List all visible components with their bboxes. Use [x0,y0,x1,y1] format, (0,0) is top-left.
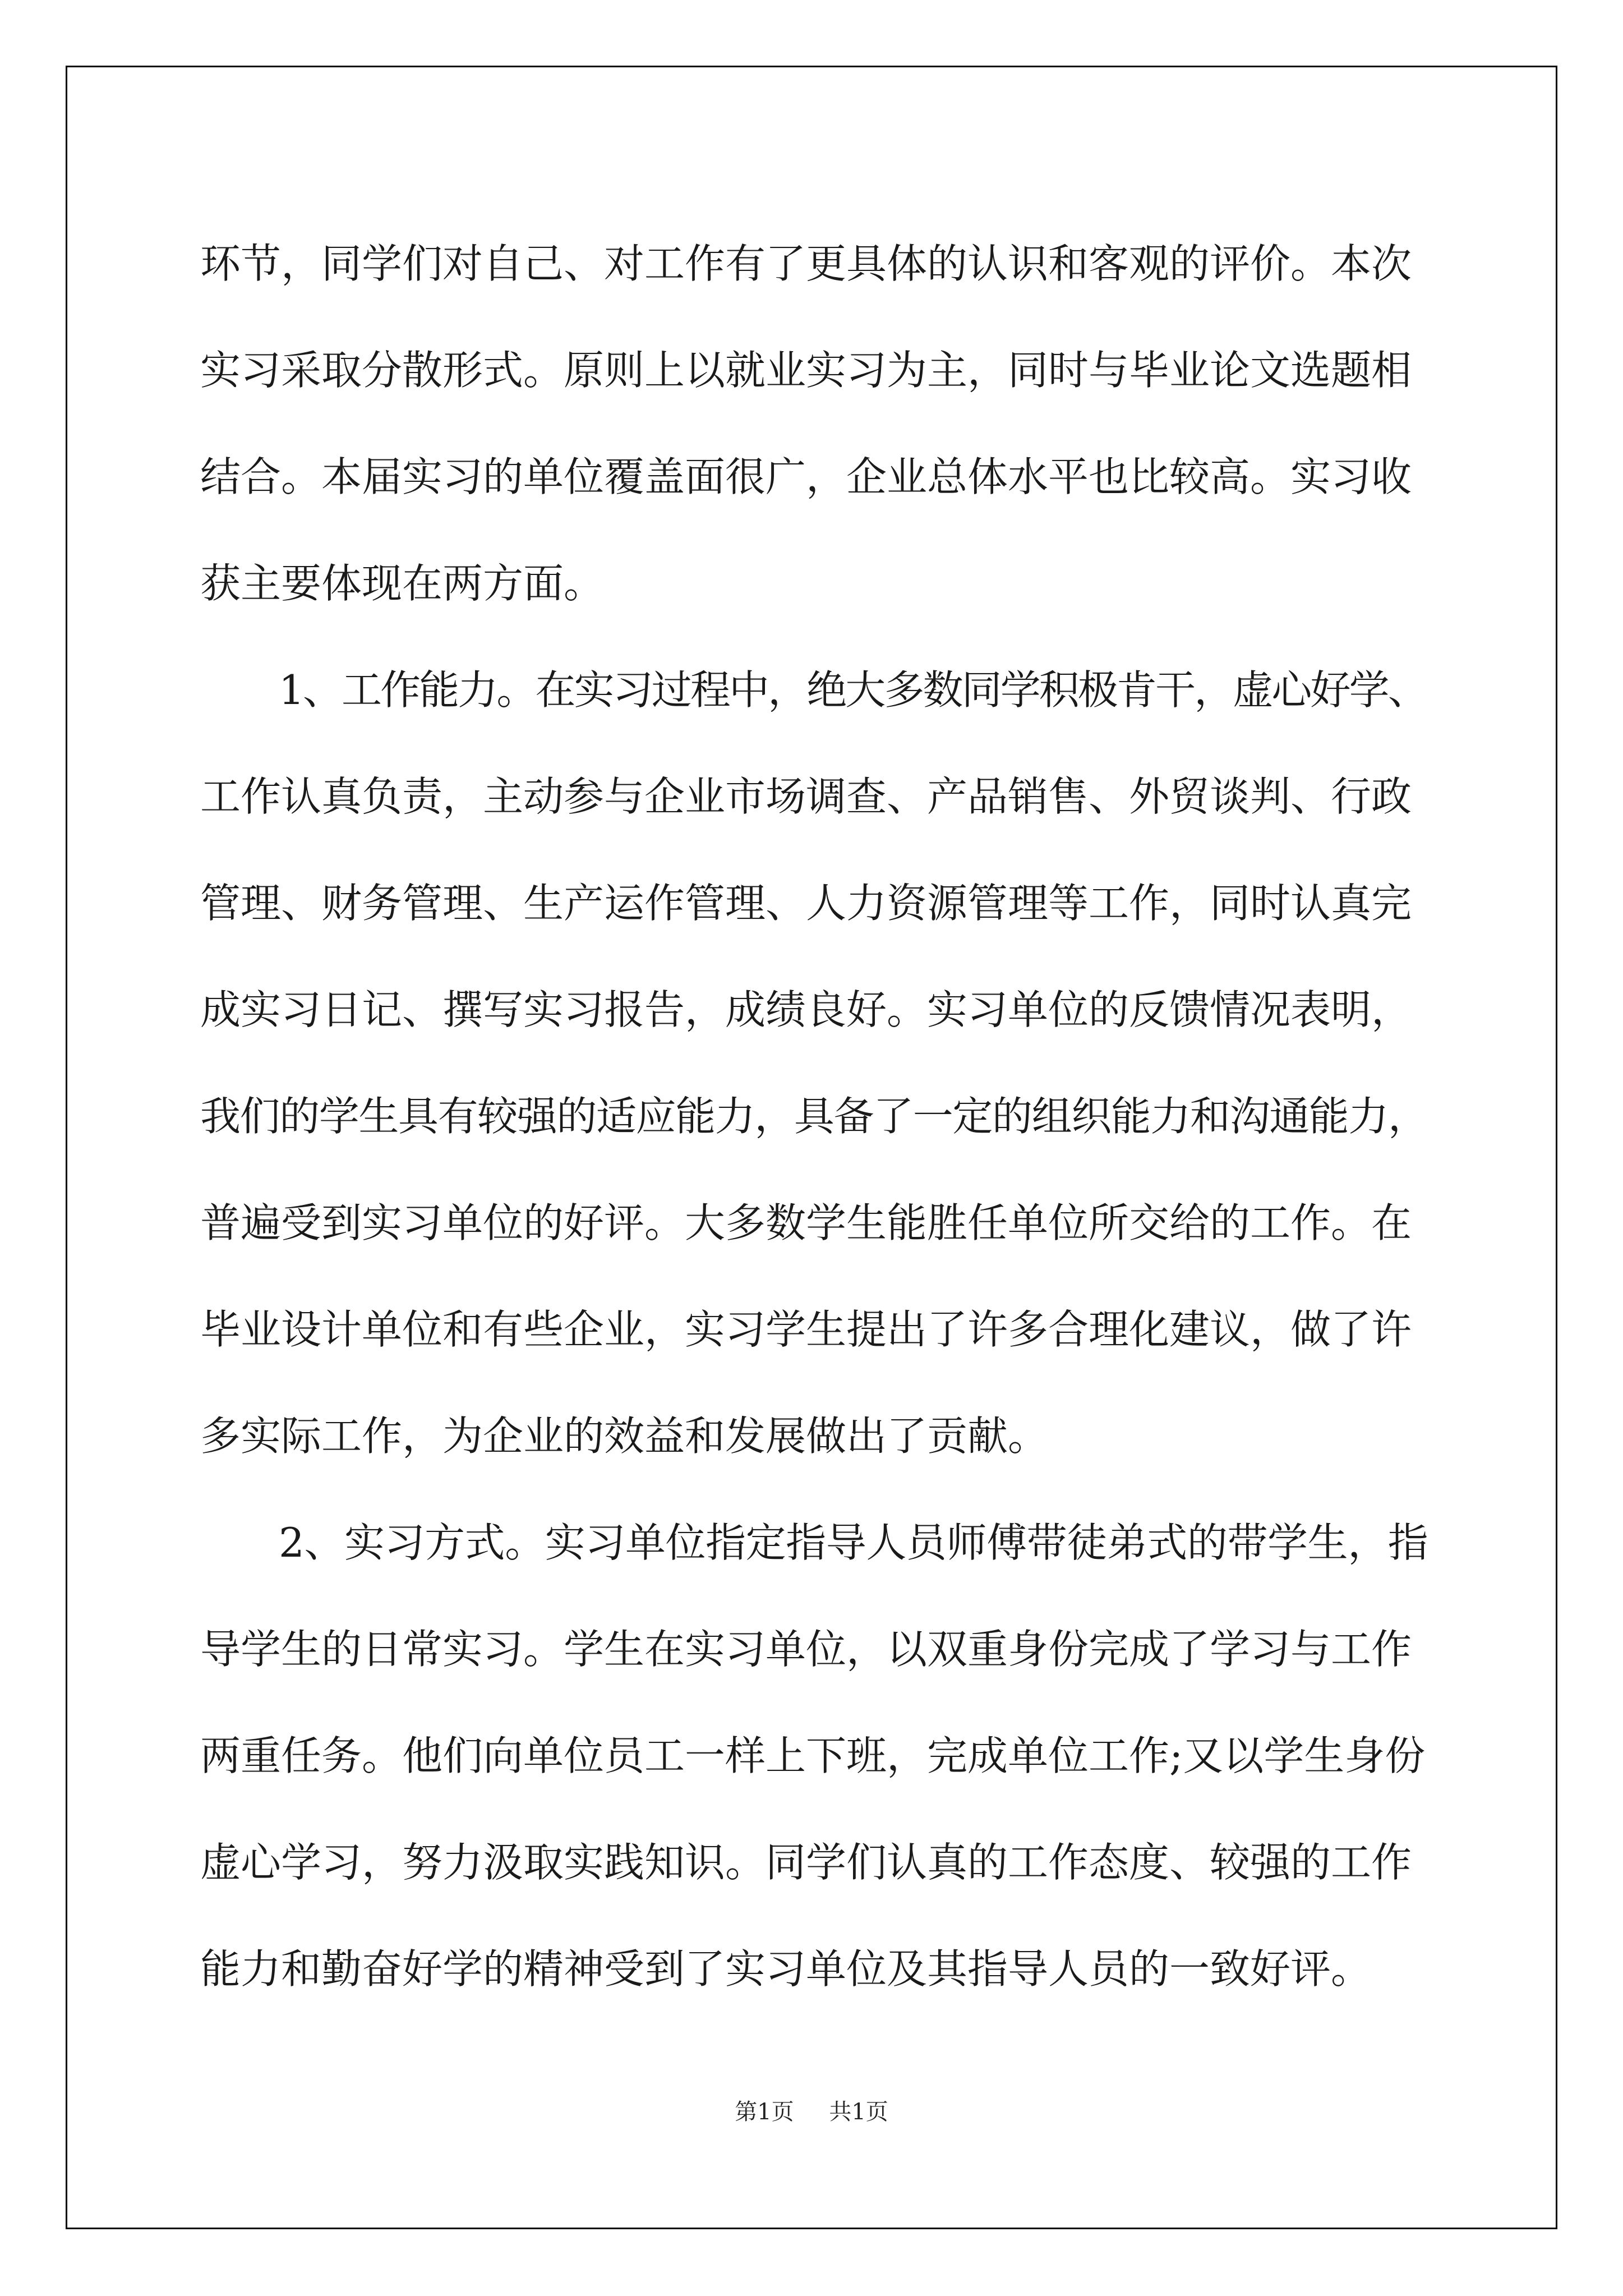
paragraph-1-first-line: 1、工作能力。在实习过程中，绝大多数同学积极肯干，虚心好学、 [279,666,1427,714]
page-number-total: 共1页 [829,2099,888,2125]
text-line: 导学生的日常实习。学生在实习单位，以双重身份完成了学习与工作 [200,1626,1412,1673]
text-line: 环节，同学们对自己、对工作有了更具体的认识和客观的评价。本次 [200,240,1412,287]
text-line: 能力和勤奋好学的精神受到了实习单位及其指导人员的一致好评。 [200,1945,1372,1993]
text-line: 成实习日记、撰写实习报告，成绩良好。实习单位的反馈情况表明， [200,986,1412,1033]
text-line: 实习采取分散形式。原则上以就业实习为主，同时与毕业论文选题相 [200,347,1412,394]
text-line: 获主要体现在两方面。 [200,560,605,607]
text-line: 两重任务。他们向单位员工一样上下班，完成单位工作;又以学生身份 [200,1732,1426,1779]
text-line: 工作认真负责，主动参与企业市场调查、产品销售、外贸谈判、行政 [200,773,1412,820]
page-footer [0,2095,1623,2129]
text-line: 毕业设计单位和有些企业，实习学生提出了许多合理化建议，做了许 [200,1306,1412,1353]
text-line: 我们的学生具有较强的适应能力，具备了一定的组织能力和沟通能力， [200,1093,1428,1140]
text-line: 结合。本届实习的单位覆盖面很广，企业总体水平也比较高。实习收 [200,453,1412,500]
document-body [200,210,1428,2022]
paragraph-2-first-line: 2、实习方式。实习单位指定指导人员师傅带徒弟式的带学生，指 [279,1519,1428,1566]
page-number-current: 第1页 [735,2099,794,2125]
text-line: 多实际工作，为企业的效益和发展做出了贡献。 [200,1412,1049,1460]
text-line: 管理、财务管理、生产运作管理、人力资源管理等工作，同时认真完 [200,880,1412,927]
text-line: 虚心学习，努力汲取实践知识。同学们认真的工作态度、较强的工作 [200,1839,1412,1886]
text-line: 普遍受到实习单位的好评。大多数学生能胜任单位所交给的工作。在 [200,1199,1412,1246]
